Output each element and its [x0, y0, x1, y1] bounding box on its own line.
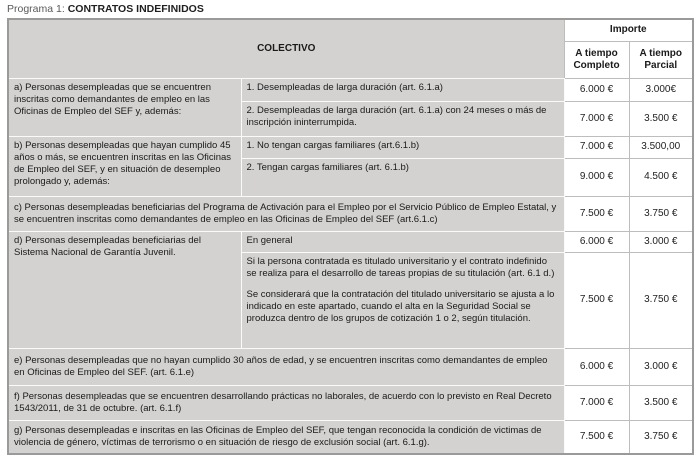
row-d-sub-1: En general — [241, 231, 564, 252]
row-f-completo: 7.000 € — [564, 385, 629, 420]
row-b-sub-1: 1. No tengan cargas familiares (art.6.1.b) — [241, 136, 564, 158]
header-colectivo: COLECTIVO — [8, 19, 564, 78]
row-c-parcial: 3.750 € — [629, 196, 693, 231]
programa-1-table — [7, 18, 694, 455]
row-a1-completo: 6.000 € — [564, 78, 629, 101]
row-g-parcial: 3.750 € — [629, 420, 693, 454]
row-f-parcial: 3.500 € — [629, 385, 693, 420]
row-g-label: g) Personas desempleadas e inscritas en las Oficinas de Empleo del SEF, que tengan reconocida la condición de victimas de violencia de género, víctimas de terrorismo o en situación de riesgo de exclusión social (art. 6.1.g). — [8, 420, 564, 454]
row-b1-completo: 7.000 € — [564, 136, 629, 158]
row-d1-completo: 6.000 € — [564, 231, 629, 252]
row-a2-completo: 7.000 € — [564, 101, 629, 136]
row-b2-parcial: 4.500 € — [629, 158, 693, 196]
row-d2-completo: 7.500 € — [564, 252, 629, 348]
row-d-sub-2-paragraph-1: Si la persona contratada es titulado universitario y el contrato indefinido se realiza para el desarrollo de tareas propias de su titulación (art. 6.1 d.) — [246, 255, 555, 279]
row-a2-parcial: 3.500 € — [629, 101, 693, 136]
row-b1-parcial: 3.500,00 — [629, 136, 693, 158]
row-a-sub-1: 1. Desempleadas de larga duración (art. 6.1.a) — [241, 78, 564, 101]
row-d-sub-2 — [241, 252, 564, 348]
row-b-sub-2: 2. Tengan cargas familiares (art. 6.1.b) — [241, 158, 564, 196]
row-f-label: f) Personas desempleadas que se encuentren desarrollando prácticas no laborales, de acuerdo con lo previsto en Real Decreto 1543/2011, de 31 de octubre. (art. 6.1.f) — [8, 385, 564, 420]
row-b-label: b) Personas desempleadas que hayan cumplido 45 años o más, se encuentren inscritas en las Oficinas de Empleo del SEF, y en situación de desempleo prolongado y, además: — [8, 136, 241, 196]
row-d-sub-2-paragraph-2: Se considerará que la contratación del titulado universitario se ajusta a lo indicado en este apartado, cuando el alta en la Seguridad Social se produzca dentro de los grupos de cotización 1 o 2, según titulación. — [246, 288, 555, 324]
page-title — [0, 0, 698, 18]
row-c-label: c) Personas desempleadas beneficiarias del Programa de Activación para el Empleo por el Servicio Público de Empleo Estatal, y se encuentren inscritas como demandantes de empleo en las Oficinas de Empleo del SEF (art.6.1.c) — [8, 196, 564, 231]
header-importe: Importe — [564, 19, 693, 41]
header-tiempo-parcial: A tiempo Parcial — [629, 41, 693, 78]
header-tiempo-completo: A tiempo Completo — [564, 41, 629, 78]
row-d1-parcial: 3.000 € — [629, 231, 693, 252]
row-e-label: e) Personas desempleadas que no hayan cumplido 30 años de edad, y se encuentren inscritas como demandantes de empleo en Oficinas de Empleo del SEF. (art. 6.1.e) — [8, 348, 564, 385]
row-a1-parcial: 3.000€ — [629, 78, 693, 101]
row-a-sub-2: 2. Desempleadas de larga duración (art. 6.1.a) con 24 meses o más de inscripción ininterrumpida. — [241, 101, 564, 136]
row-g-completo: 7.500 € — [564, 420, 629, 454]
row-a-label: a) Personas desempleadas que se encuentren inscritas como demandantes de empleo en las Oficinas de Empleo del SEF y, además: — [8, 78, 241, 136]
row-d2-parcial: 3.750 € — [629, 252, 693, 348]
row-c-completo: 7.500 € — [564, 196, 629, 231]
title-prefix: Programa 1: — [7, 3, 65, 15]
title-program-name: CONTRATOS INDEFINIDOS — [67, 3, 204, 15]
row-e-parcial: 3.000 € — [629, 348, 693, 385]
row-d-label: d) Personas desempleadas beneficiarias del Sistema Nacional de Garantía Juvenil. — [8, 231, 241, 348]
row-e-completo: 6.000 € — [564, 348, 629, 385]
row-b2-completo: 9.000 € — [564, 158, 629, 196]
